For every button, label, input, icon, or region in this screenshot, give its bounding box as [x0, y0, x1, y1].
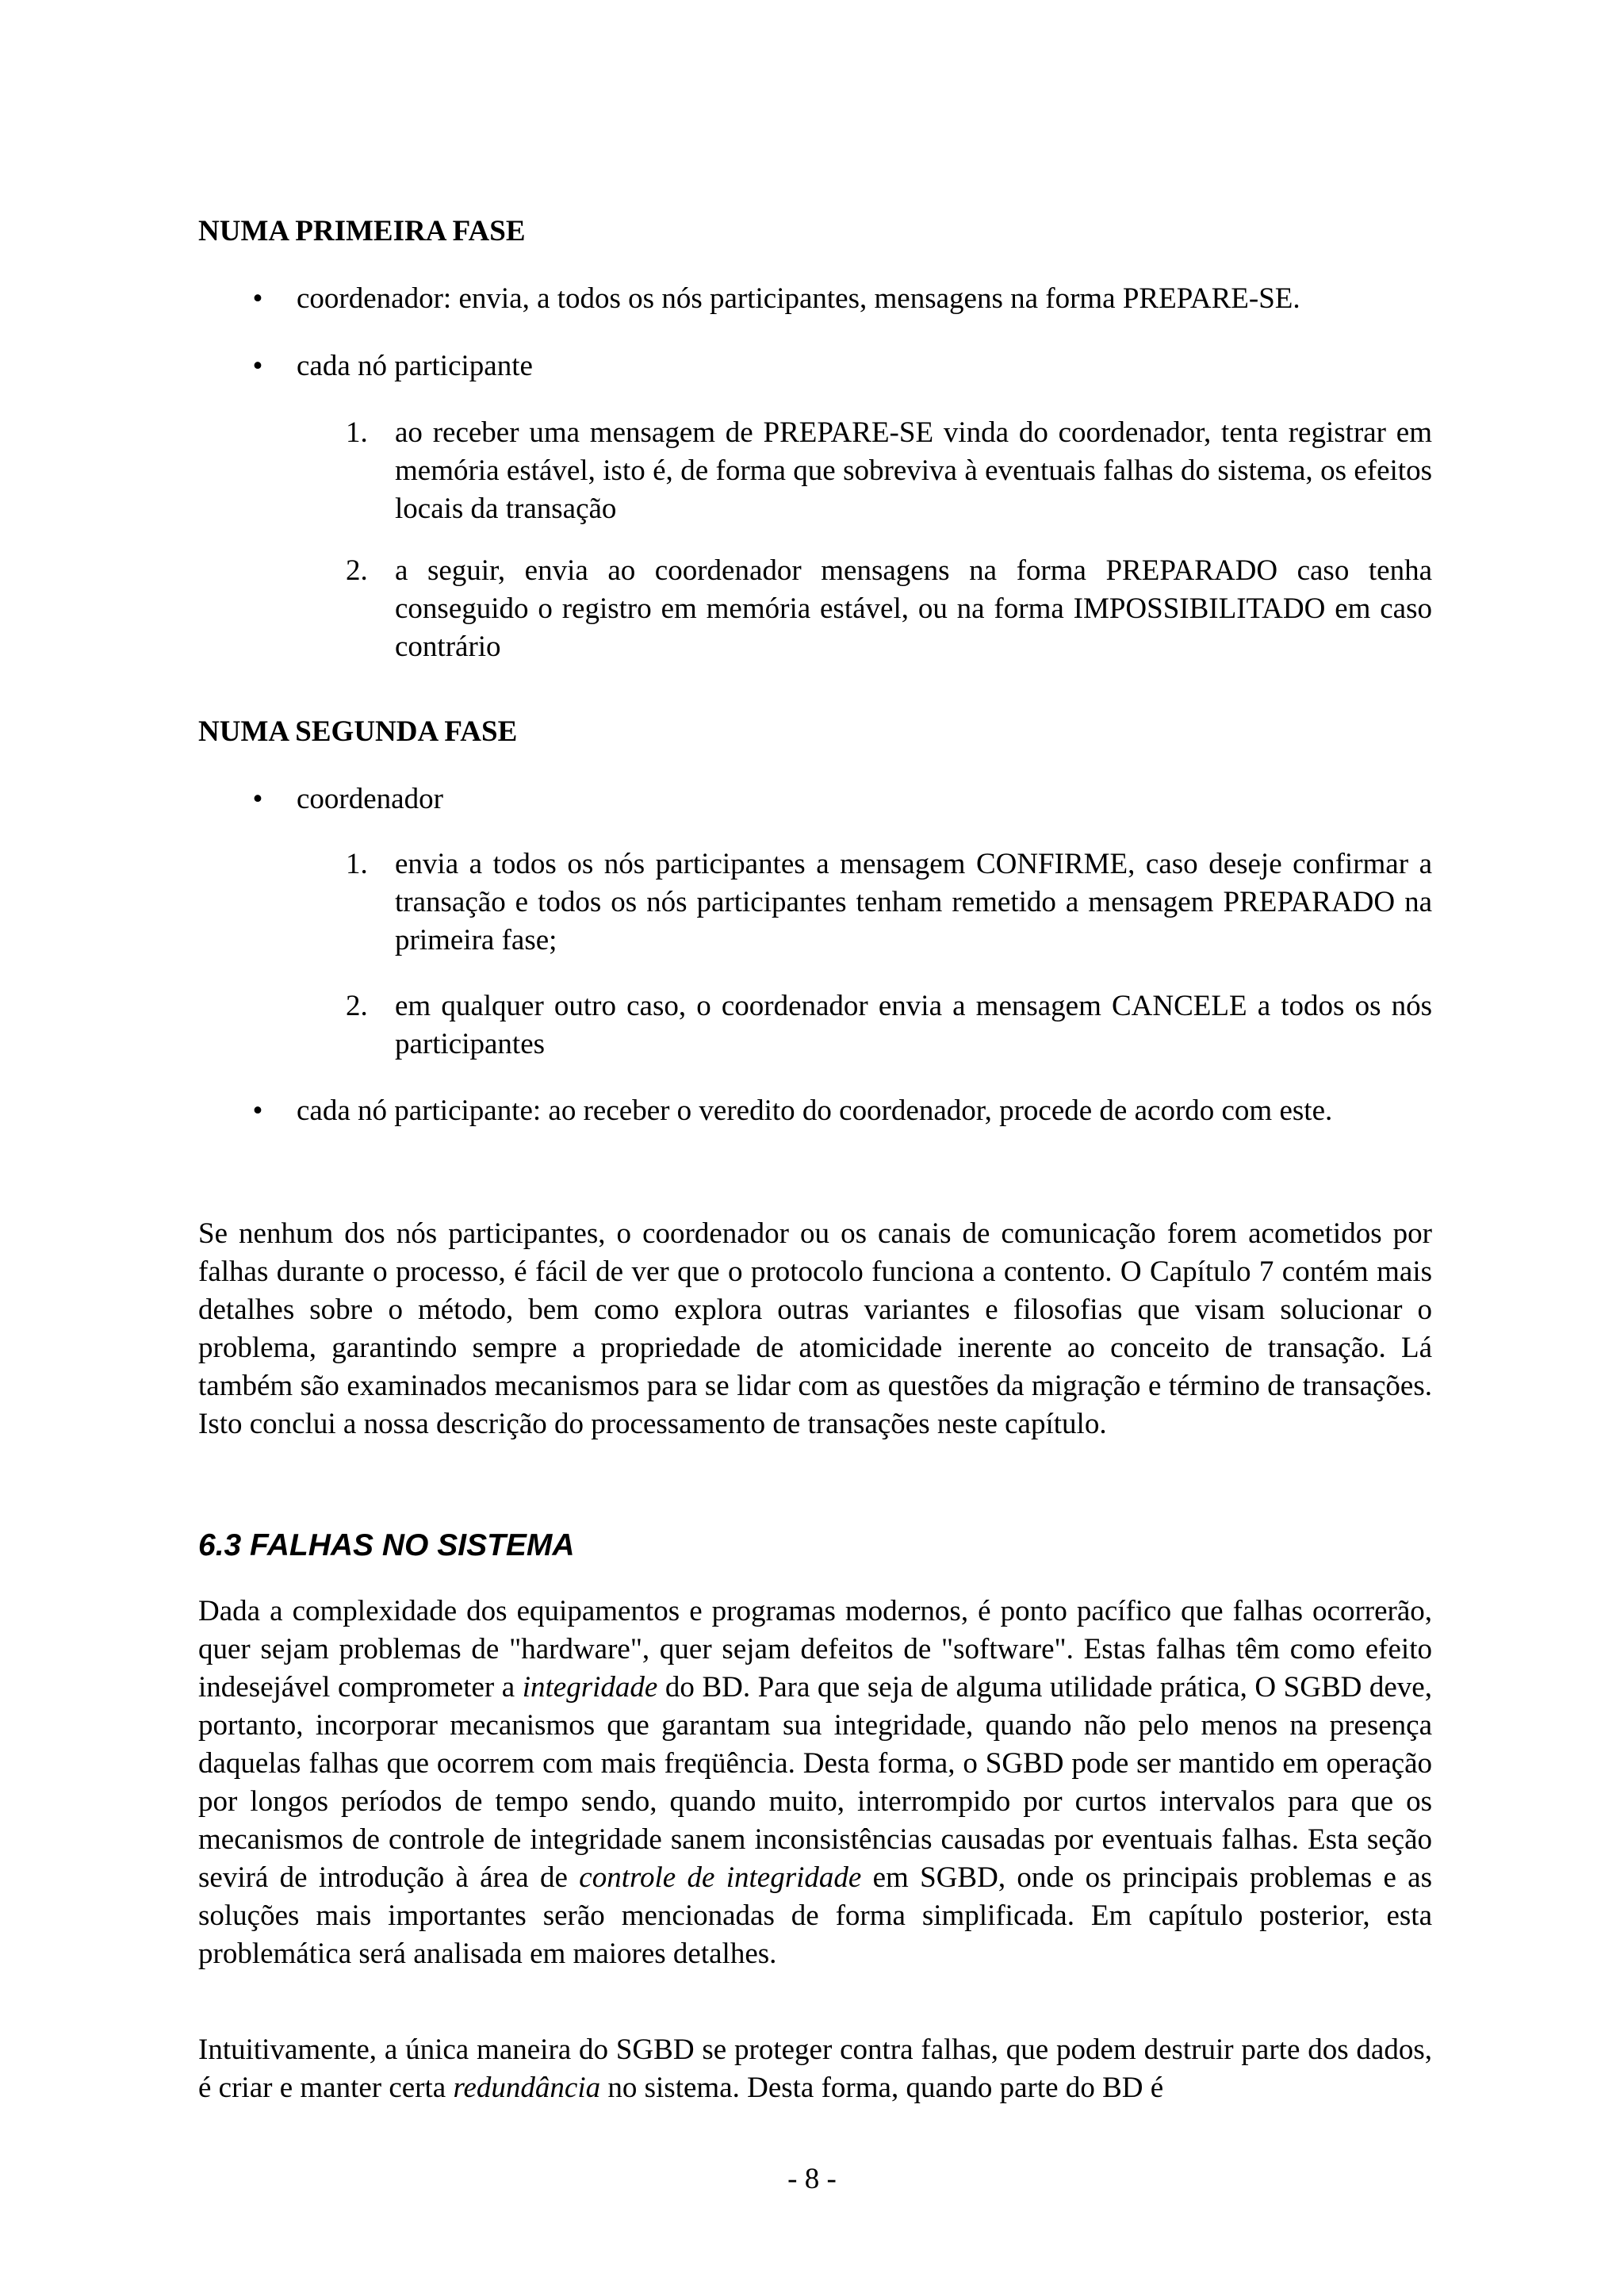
emphasis-controle-de-integridade: controle de integridade — [579, 1861, 862, 1894]
paragraph-redundancy — [198, 2031, 1432, 2107]
paragraph-failures — [198, 1593, 1432, 1973]
bullet-text: coordenador — [297, 783, 443, 815]
first-phase-bullet-coordinator — [198, 280, 1432, 318]
bullet-text: cada nó participante — [297, 350, 533, 382]
item-number: 2. — [346, 554, 368, 587]
item-number: 1. — [346, 416, 368, 449]
paragraph-text — [198, 1593, 1432, 1973]
second-phase-heading-block — [198, 713, 1432, 751]
emphasis-redundancia: redundância — [453, 2072, 601, 2104]
emphasis-integridade: integridade — [522, 1671, 658, 1704]
paragraph-text-part: no sistema. Desta forma, quando parte do BD é — [600, 2072, 1164, 2104]
item-text: envia a todos os nós participantes a mensagem CONFIRME, caso deseje confirmar a transação e todos os nós participantes tenham remetido a mensagem PREPARADO na primeira fase; — [395, 848, 1432, 956]
section-heading-block — [198, 1526, 1432, 1566]
section-title: 6.3 FALHAS NO SISTEMA — [198, 1528, 575, 1562]
item-text: em qualquer outro caso, o coordenador envia a mensagem CANCELE a todos os nós participantes — [395, 990, 1432, 1060]
item-text: ao receber uma mensagem de PREPARE-SE vinda do coordenador, tenta registrar em memória estável, isto é, de forma que sobreviva à eventuais falhas do sistema, os efeitos locais da transação — [395, 416, 1432, 525]
paragraph-text-part: Intuitivamente, a única maneira do SGBD se proteger contra falhas, que podem destruir parte dos dados, é criar e manter certa — [198, 2033, 1432, 2104]
paragraph-text — [198, 2031, 1432, 2107]
page-number: - 8 - — [787, 2163, 837, 2195]
second-phase-item-2 — [198, 987, 1432, 1064]
paragraph-text: Se nenhum dos nós participantes, o coordenador ou os canais de comunicação forem acometidos por falhas durante o processo, é fácil de ver que o protocolo funciona a contento. O Capítulo 7 contém mais detalhes sobre o método, bem como explora outras variantes e filosofias que visam solucionar o problema, garantindo sempre a propriedade de atomicidade inerente ao conceito de transação. Lá também são examinados mecanismos para se lidar com as questões da migração e término de transações. Isto conclui a nossa descrição do processamento de transações neste capítulo. — [198, 1217, 1432, 1440]
bullet-text: cada nó participante: ao receber o veredito do coordenador, procede de acordo com este. — [297, 1094, 1333, 1127]
bullet-dot-icon: • — [252, 350, 263, 382]
paragraph-conclusion — [198, 1215, 1432, 1443]
bullet-text: coordenador: envia, a todos os nós participantes, mensagens na forma PREPARE-SE. — [297, 282, 1300, 315]
first-phase-item-1 — [198, 414, 1432, 528]
item-number: 2. — [346, 990, 368, 1022]
bullet-dot-icon: • — [252, 282, 263, 315]
first-phase-heading: NUMA PRIMEIRA FASE — [198, 215, 526, 247]
paragraph-text-part: do BD. Para que seja de alguma utilidade prática, O SGBD deve, portanto, incorporar mecanismos que garantam sua integridade, quando não pelo menos na presença daquelas falhas que ocorrem com mais freqüência. Desta forma, o SGBD pode ser mantido em operação por longos períodos de tempo sendo, quando muito, interrompido por curtos intervalos para que os mecanismos de controle de integridade sanem inconsistências causadas por eventuais falhas. Esta seção sevirá de introdução à área de — [198, 1671, 1432, 1894]
bullet-dot-icon: • — [252, 1094, 263, 1127]
first-phase-heading-block — [198, 213, 1432, 251]
second-phase-heading: NUMA SEGUNDA FASE — [198, 715, 518, 748]
paragraph-text-part: Dada a complexidade dos equipamentos e programas modernos, é ponto pacífico que falhas ocorrerão, quer sejam problemas de "hardware", quer sejam defeitos de "software". Estas falhas têm como efeito indesejável comprometer a — [198, 1595, 1432, 1704]
item-text: a seguir, envia ao coordenador mensagens na forma PREPARADO caso tenha conseguido o registro em memória estável, ou na forma IMPOSSIBILITADO em caso contrário — [395, 554, 1432, 663]
bullet-dot-icon: • — [252, 783, 263, 815]
first-phase-item-2 — [198, 552, 1432, 666]
item-number: 1. — [346, 848, 368, 880]
second-phase-bullet-participant — [198, 1092, 1432, 1130]
second-phase-item-1 — [198, 845, 1432, 960]
first-phase-bullet-participant — [198, 347, 1432, 385]
second-phase-bullet-coordinator — [198, 780, 1432, 818]
paragraph-text-part: em SGBD, onde os principais problemas e as soluções mais importantes serão mencionadas de forma simplificada. Em capítulo posterior, esta problemática será analisada em maiores detalhes. — [198, 1861, 1432, 1970]
